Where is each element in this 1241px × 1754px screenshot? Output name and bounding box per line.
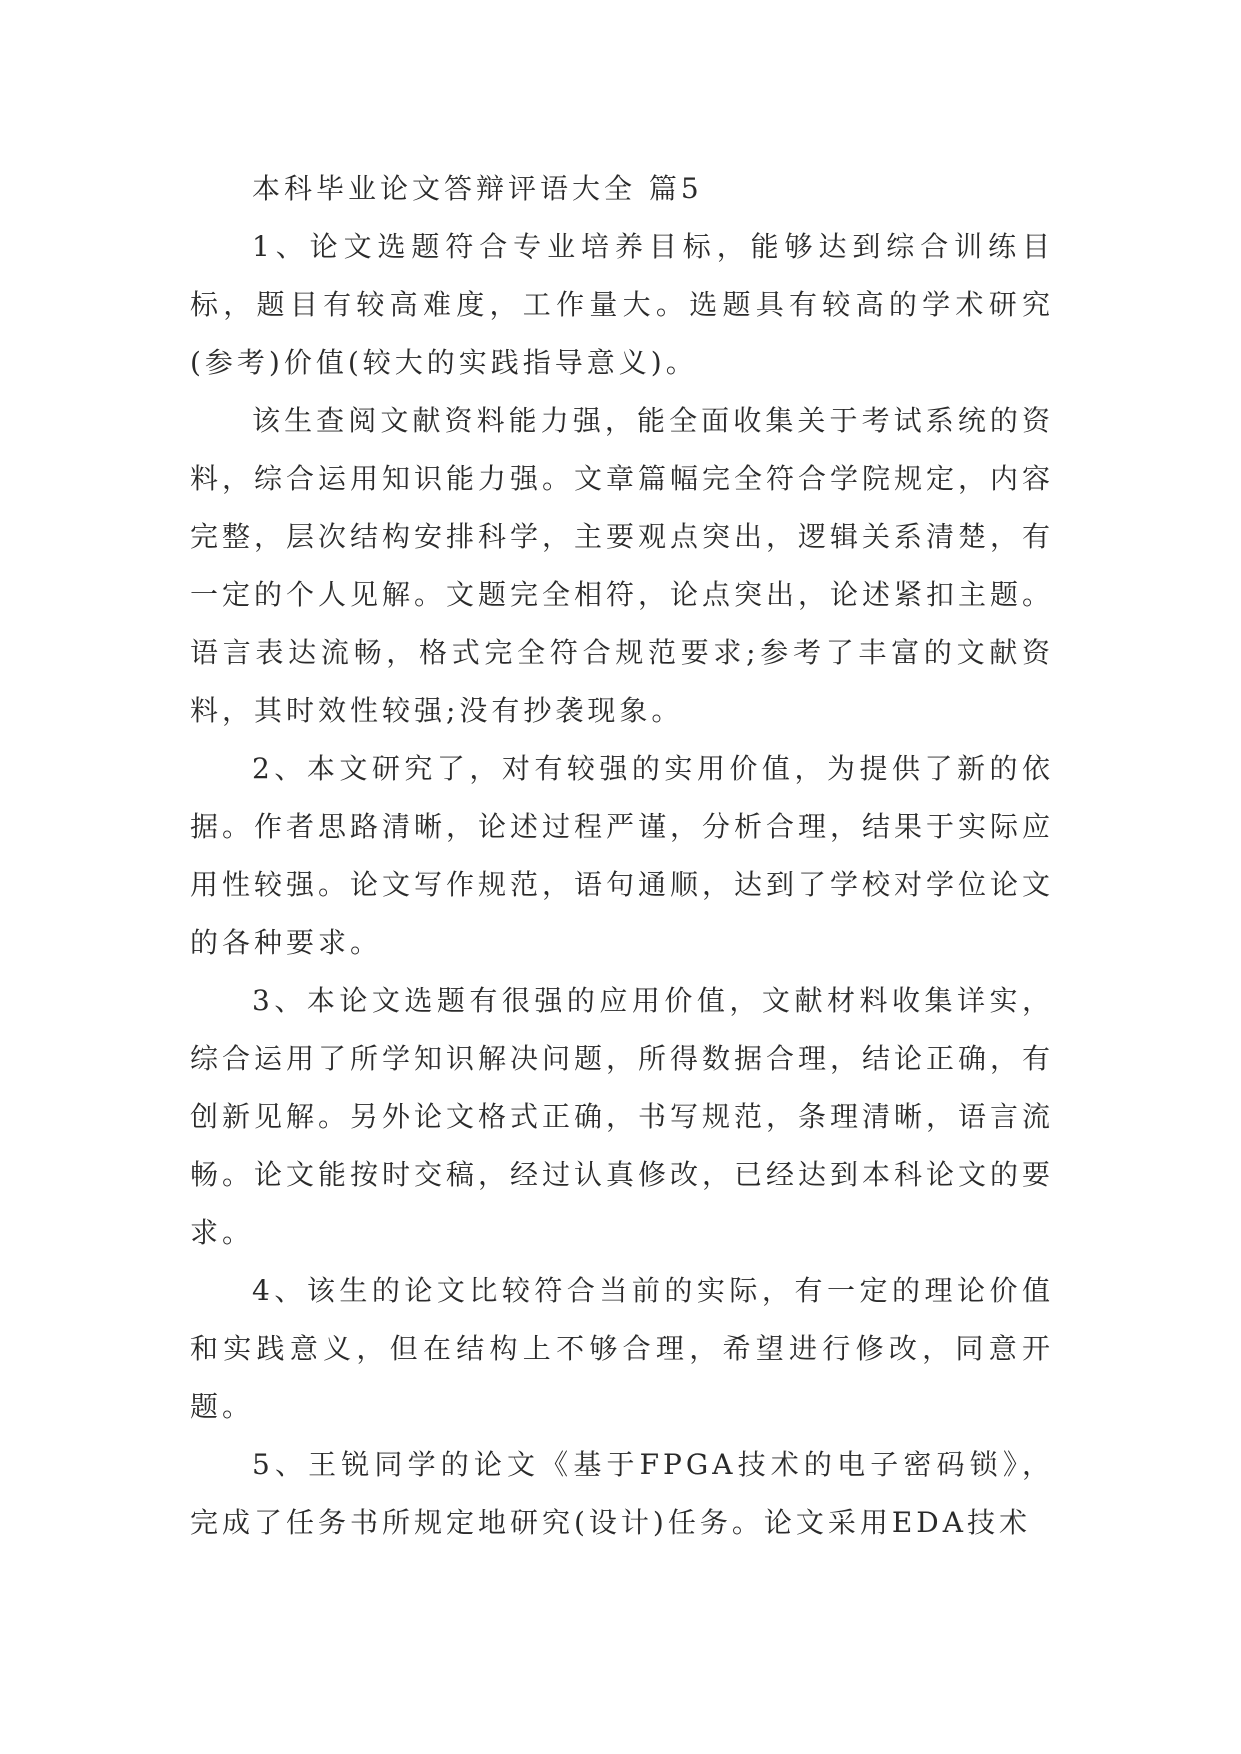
paragraph: 5、王锐同学的论文《基于FPGA技术的电子密码锁》，完成了任务书所规定地研究(设计)任务。论文采用EDA技术	[190, 1448, 1054, 1539]
paragraph: 4、该生的论文比较符合当前的实际，有一定的理论价值和实践意义，但在结构上不够合理，希望进行修改，同意开题。	[190, 1274, 1054, 1423]
document-title: 本科毕业论文答辩评语大全 篇5	[252, 172, 703, 205]
paragraph: 该生查阅文献资料能力强，能全面收集关于考试系统的资料，综合运用知识能力强。文章篇幅完全符合学院规定，内容完整，层次结构安排科学，主要观点突出，逻辑关系清楚，有一定的个人见解。文题完全相符，论点突出，论述紧扣主题。语言表达流畅，格式完全符合规范要求;参考了丰富的文献资料，其时效性较强;没有抄袭现象。	[190, 404, 1055, 727]
paragraph: 2、本文研究了，对有较强的实用价值，为提供了新的依据。作者思路清晰，论述过程严谨，分析合理，结果于实际应用性较强。论文写作规范，语句通顺，达到了学校对学位论文的各种要求。	[190, 752, 1055, 959]
paragraph: 3、本论文选题有很强的应用价值，文献材料收集详实，综合运用了所学知识解决问题，所得数据合理，结论正确，有创新见解。另外论文格式正确，书写规范，条理清晰，语言流畅。论文能按时交稿，经过认真修改，已经达到本科论文的要求。	[190, 984, 1055, 1249]
paragraph: 1、论文选题符合专业培养目标，能够达到综合训练目标，题目有较高难度，工作量大。选题具有较高的学术研究(参考)价值(较大的实践指导意义)。	[190, 230, 1054, 379]
document-body	[190, 160, 1054, 1552]
